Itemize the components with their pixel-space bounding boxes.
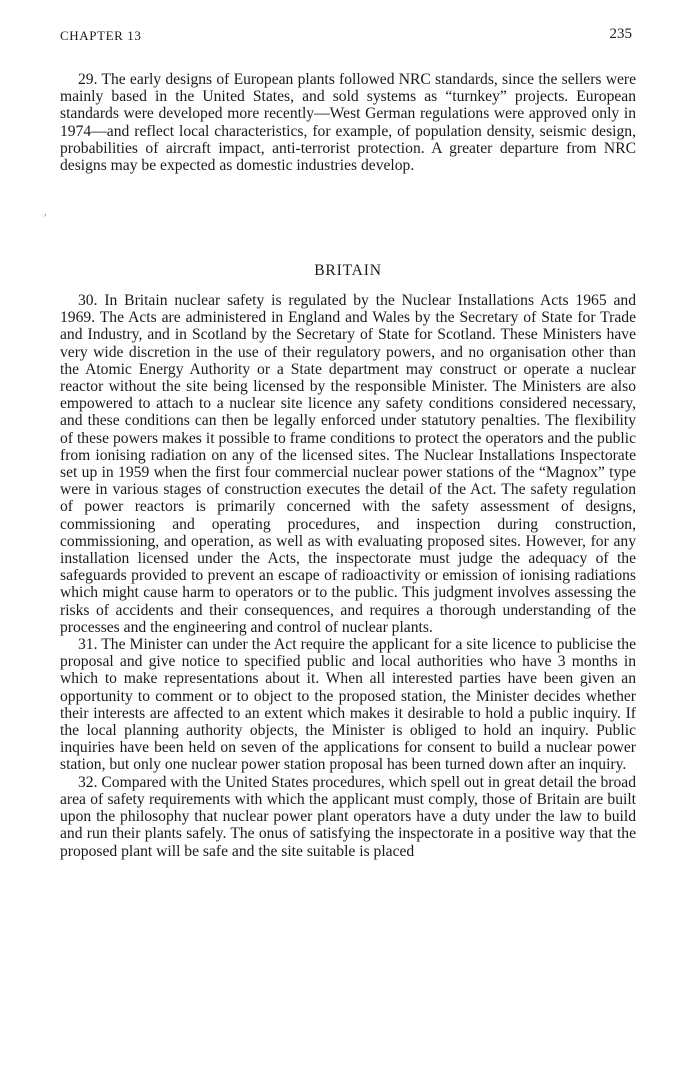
paragraph-32: 32. Compared with the United States procedures, which spell out in great detail the broad area of safety requirements with which the applicant must comply, those of Britain are built upon the philosophy that nuclear power plant operators have a duty under the law to build and run their plants safely. The onus of satisfying the inspectorate in a positive way that the proposed plant will be safe and the site suitable is placed — [60, 773, 636, 860]
section-heading: BRITAIN — [314, 262, 382, 279]
paragraph-31: 31. The Minister can under the Act require the applicant for a site licence to publicise the proposal and give notice to specified public and local authorities who have 3 months in which to make representations about it. When all interested parties have been given an opportunity to comment or to object to the proposed station, the Minister decides whether their interests are affected to an extent which makes it desirable to hold a public inquiry. If the local planning authority objects, the Minister is obliged to hold an inquiry. Public inquiries have been held on seven of the applications for consent to build a nuclear power station, but only one nuclear power station proposal has been turned down after an inquiry. — [60, 636, 636, 774]
margin-mark: , — [44, 207, 47, 218]
paragraph-30: 30. In Britain nuclear safety is regulated by the Nuclear Installations Acts 1965 and 1969. The Acts are administered in England and Wales by the Secretary of State for Trade and Industry, and in Scotland by the Secretary of State for Scotland. These Ministers have very wide discretion in the use of their regulatory powers, and no organisation other than the Atomic Energy Authority or a State department may construct or operate a nuclear reactor without the site being licensed by the responsible Minister. The Ministers are also empowered to attach to a nuclear site licence any safety conditions considered necessary, and these conditions can then be legally enforced under statutory penalties. The flexibility of these powers makes it possible to frame conditions to protect the operators and the public from ionising radiation on any of the licensed sites. The Nuclear Installations Inspectorate set up in 1959 when the first four commercial nuclear power stations of the “Magnox” type were in various stages of construction executes the detail of the Act. The safety regulation of power reactors is primarily concerned with the safety assessment of designs, commissioning and operating procedures, and inspection during construction, commissioning, and operation, as well as with evaluating proposed sites. However, for any installation licensed under the Acts, the inspectorate must judge the adequacy of the safeguards provided to prevent an escape of radioactivity or emission of ionising radiations which might cause harm to operators or to the public. This judgment involves assessing the risks of accidents and their consequences, and requires a thorough understanding of the processes and the engineering and control of nuclear plants. — [60, 292, 636, 636]
paragraph-29: 29. The early designs of European plants followed NRC standards, since the sellers were mainly based in the United States, and sold systems as “turnkey” projects. European standards were developed more recently—West German regulations were approved only in 1974—and reflect local characteristics, for example, of population density, seismic design, probabilities of aircraft impact, anti-terrorist protection. A greater departure from NRC designs may be expected as domestic industries develop. — [60, 71, 636, 175]
running-header — [60, 28, 632, 48]
text-block-before-heading — [60, 71, 636, 174]
text-block-after-heading — [60, 292, 636, 860]
page-number: 235 — [609, 26, 632, 42]
chapter-label: CHAPTER 13 — [60, 28, 142, 43]
